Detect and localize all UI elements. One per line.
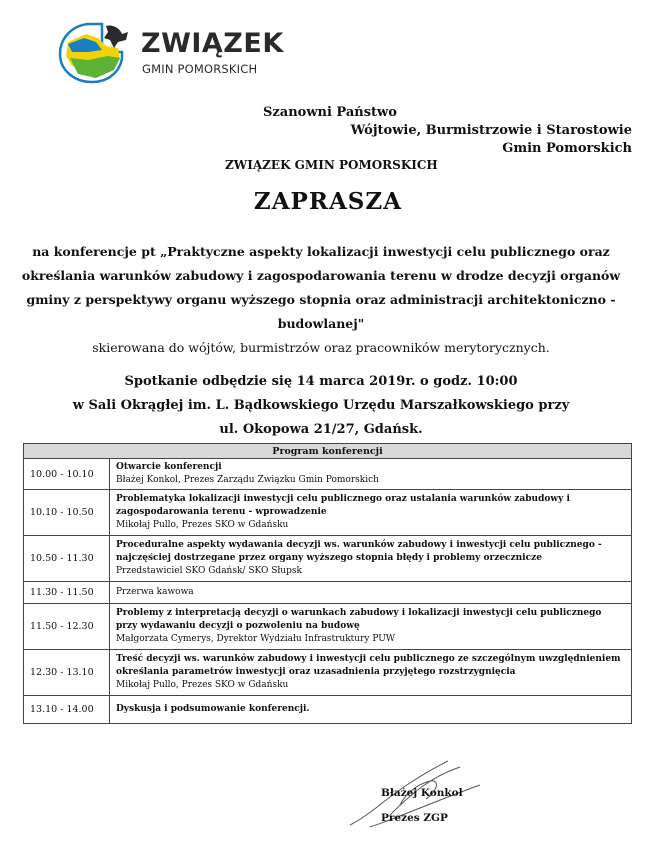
meeting-details (0, 370, 642, 442)
organizer-name: ZWIĄZEK GMIN POMORSKICH (225, 158, 438, 172)
meeting-date: Spotkanie odbędzie się 14 marca 2019r. o godz. 10:00 (124, 374, 518, 389)
session-time: 11.30 - 11.50 (24, 582, 110, 604)
session-time: 10.00 - 10.10 (24, 459, 110, 490)
intro-line: określania warunków zabudowy i zagospodarowania terenu w drodze decyzji organów (21, 268, 621, 283)
session-title: Otwarcie konferencji (116, 462, 222, 472)
session-title: Problemy z interpretacją decyzji o warunkach zabudowy i lokalizacji inwestycji celu publicznego przy wydawaniu decyzji o pozwoleniu na budowę (116, 608, 602, 631)
session-speaker: Mikołaj Pullo, Prezes SKO w Gdańsku (116, 520, 289, 530)
session-title: Problematyka lokalizacji inwestycji celu publicznego oraz ustalania warunków zabudowy i zagospodarowania terenu - wprowadzenie (116, 494, 570, 517)
session-description (110, 536, 632, 582)
signatory-name: Błażej Konkol (381, 787, 463, 799)
table-row (24, 459, 632, 490)
logo (58, 22, 284, 84)
session-description (110, 582, 632, 604)
program-header: Program konferencji (24, 444, 632, 459)
intro-line: budowlanej" (277, 316, 365, 331)
session-break: Przerwa kawowa (116, 587, 194, 597)
logo-subtitle: GMIN POMORSKICH (142, 62, 258, 76)
session-description (110, 650, 632, 696)
session-time: 12.30 - 13.10 (24, 650, 110, 696)
greeting-line-1: Szanowni Państwo (263, 105, 397, 120)
intro-line: gminy z perspektywy organu wyższego stopnia oraz administracji architektoniczno - (26, 292, 616, 307)
logo-title: ZWIĄZEK (141, 28, 284, 59)
session-time: 10.50 - 11.30 (24, 536, 110, 582)
meeting-address: ul. Okopowa 21/27, Gdańsk. (219, 422, 423, 437)
table-row (24, 696, 632, 724)
meeting-venue: w Sali Okrągłej im. L. Bądkowskiego Urzędu Marszałkowskiego przy (72, 398, 570, 413)
session-speaker: Błażej Konkol, Prezes Zarządu Związku Gmin Pomorskich (116, 475, 379, 485)
session-title: Proceduralne aspekty wydawania decyzji ws. warunków zabudowy i inwestycji celu publicznego - najczęściej dostrzegane przez organy wyższego stopnia błędy i problemy orzecznicze (116, 540, 602, 563)
table-row (24, 650, 632, 696)
logo-emblem-icon (58, 22, 136, 84)
table-row (24, 604, 632, 650)
session-time: 13.10 - 14.00 (24, 696, 110, 724)
table-row (24, 582, 632, 604)
invitation-heading: ZAPRASZA (253, 188, 403, 215)
session-description (110, 490, 632, 536)
session-time: 10.10 - 10.50 (24, 490, 110, 536)
greeting-line-2: Wójtowie, Burmistrzowie i Starostowie (350, 123, 632, 138)
session-description (110, 696, 632, 724)
session-title: Dyskusja i podsumowanie konferencji. (116, 704, 310, 714)
session-speaker: Małgorzata Cymerys, Dyrektor Wydziału Infrastruktury PUW (116, 634, 396, 644)
session-speaker: Mikołaj Pullo, Prezes SKO w Gdańsku (116, 680, 289, 690)
greeting-line-3: Gmin Pomorskich (502, 141, 632, 156)
session-title: Treść decyzji ws. warunków zabudowy i inwestycji celu publicznego ze szczególnym uwzględnieniem określania parametrów inwestycji oraz uzasadnienia przyjętego rozstrzygnięcia (116, 654, 621, 677)
signatory-role: Prezes ZGP (381, 812, 448, 824)
audience-line: skierowana do wójtów, burmistrzów oraz pracowników merytorycznych. (92, 340, 550, 355)
table-row (24, 490, 632, 536)
session-time: 11.50 - 12.30 (24, 604, 110, 650)
session-description (110, 459, 632, 490)
intro-line: na konferencje pt „Praktyczne aspekty lokalizacji inwestycji celu publicznego oraz (32, 244, 610, 259)
conference-intro (0, 240, 642, 360)
program-table (23, 443, 632, 724)
table-row (24, 536, 632, 582)
session-description (110, 604, 632, 650)
session-speaker: Przedstawiciel SKO Gdańsk/ SKO Słupsk (116, 566, 302, 576)
